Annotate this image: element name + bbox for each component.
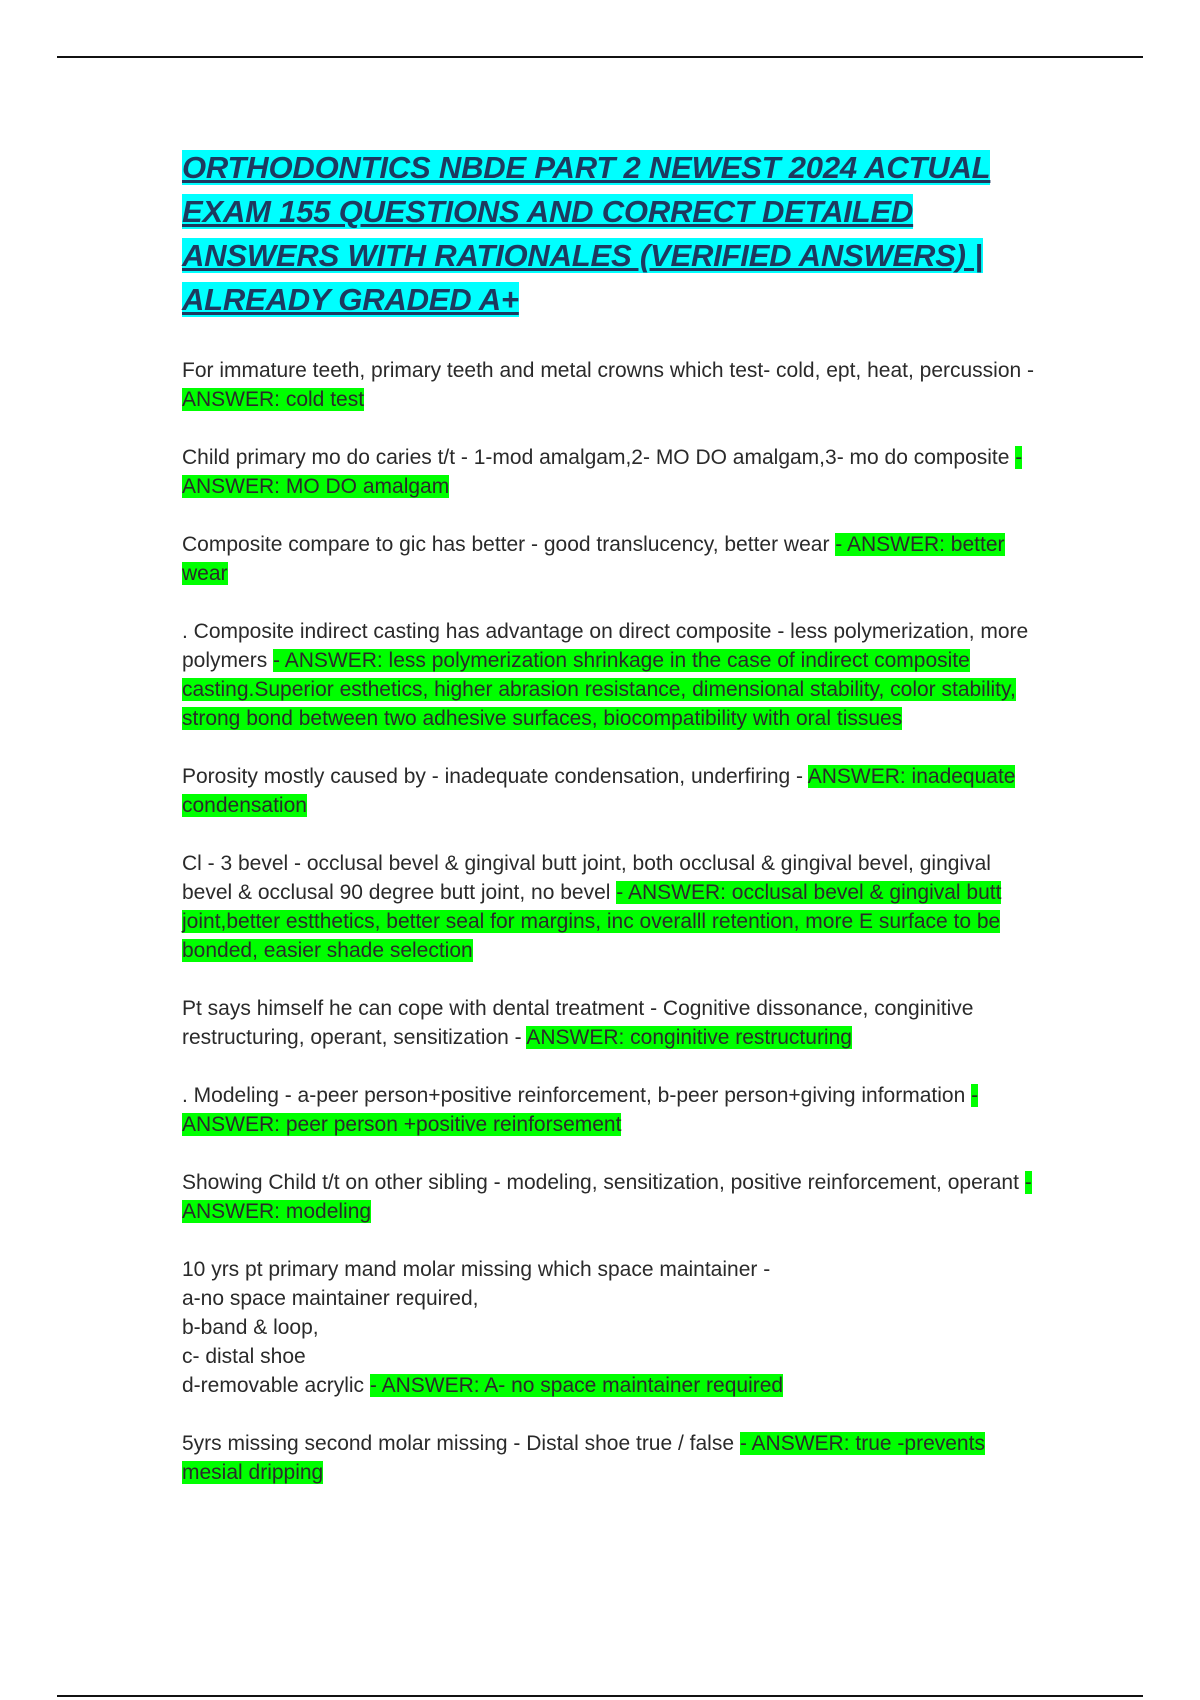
- question-text: Child primary mo do caries t/t - 1-mod amalgam,2- MO DO amalgam,3- mo do composite: [182, 446, 1016, 469]
- question-text: . Composite indirect casting has advantage on direct composite - less polymerization, more polymers: [182, 620, 1029, 672]
- answer-highlight: - ANSWER: modeling: [182, 1171, 1032, 1223]
- answer-highlight: ANSWER: inadequate condensation: [182, 765, 1016, 817]
- question-text: 5yrs missing second molar missing - Distal shoe true / false: [182, 1432, 740, 1455]
- answer-highlight: - ANSWER: MO DO amalgam: [182, 446, 1023, 498]
- qa-item-7: [182, 994, 1042, 1052]
- answer-highlight: ANSWER: conginitive restructuring: [526, 1026, 852, 1049]
- option-line: a-no space maintainer required,: [182, 1287, 479, 1310]
- qa-item-5: [182, 762, 1042, 820]
- question-text: Showing Child t/t on other sibling - modeling, sensitization, positive reinforcement, operant: [182, 1171, 1025, 1194]
- qa-item-2: [182, 443, 1042, 501]
- option-line: b-band & loop,: [182, 1316, 319, 1339]
- qa-item-10: [182, 1255, 1042, 1400]
- qa-item-9: [182, 1168, 1042, 1226]
- qa-item-1: [182, 356, 1042, 414]
- question-text: Composite compare to gic has better - good translucency, better wear: [182, 533, 836, 556]
- question-text: Pt says himself he can cope with dental treatment - Cognitive dissonance, conginitive restructuring, operant, sensitization -: [182, 997, 974, 1049]
- header-rule: [57, 56, 1143, 58]
- qa-item-6: [182, 849, 1042, 965]
- question-text: . Modeling - a-peer person+positive reinforcement, b-peer person+giving information: [182, 1084, 972, 1107]
- question-line: 10 yrs pt primary mand molar missing which space maintainer -: [182, 1258, 771, 1281]
- qa-item-11: [182, 1429, 1042, 1487]
- title-highlight: ORTHODONTICS NBDE PART 2 NEWEST 2024 ACTUAL EXAM 155 QUESTIONS AND CORRECT DETAILED ANSWERS WITH RATIONALES (VERIFIED ANSWERS) | ALREADY GRADED A+: [182, 150, 991, 317]
- answer-highlight: - ANSWER: less polymerization shrinkage in the case of indirect composite casting.Superior esthetics, higher abrasion resistance, dimensional stability, color stability, strong bond between two adhesive surfaces, biocompatibility with oral tissues: [182, 649, 1016, 730]
- qa-item-3: [182, 530, 1042, 588]
- question-text: Cl - 3 bevel - occlusal bevel & gingival butt joint, both occlusal & gingival bevel, gingival bevel & occlusal 90 degree butt joint, no bevel: [182, 852, 991, 904]
- answer-highlight: - ANSWER: peer person +positive reinforsement: [182, 1084, 979, 1136]
- answer-highlight: - ANSWER: better wear: [182, 533, 1005, 585]
- answer-highlight: - ANSWER: occlusal bevel & gingival butt joint,better estthetics, better seal for margins, inc overalll retention, more E surface to be bonded, easier shade selection: [182, 881, 1002, 962]
- qa-item-4: [182, 617, 1042, 733]
- question-text: d-removable acrylic: [182, 1374, 370, 1397]
- document-body: [182, 146, 1042, 1516]
- answer-highlight: - ANSWER: A- no space maintainer required: [369, 1374, 784, 1397]
- option-line: c- distal shoe: [182, 1345, 306, 1368]
- qa-item-8: [182, 1081, 1042, 1139]
- answer-highlight: - ANSWER: true -prevents mesial dripping: [182, 1432, 985, 1484]
- document-title: [182, 146, 1042, 322]
- footer-rule: [57, 1695, 1143, 1697]
- question-text: Porosity mostly caused by - inadequate condensation, underfiring -: [182, 765, 808, 788]
- answer-highlight: ANSWER: cold test: [182, 388, 365, 411]
- question-text: For immature teeth, primary teeth and metal crowns which test- cold, ept, heat, percussion -: [182, 359, 1035, 382]
